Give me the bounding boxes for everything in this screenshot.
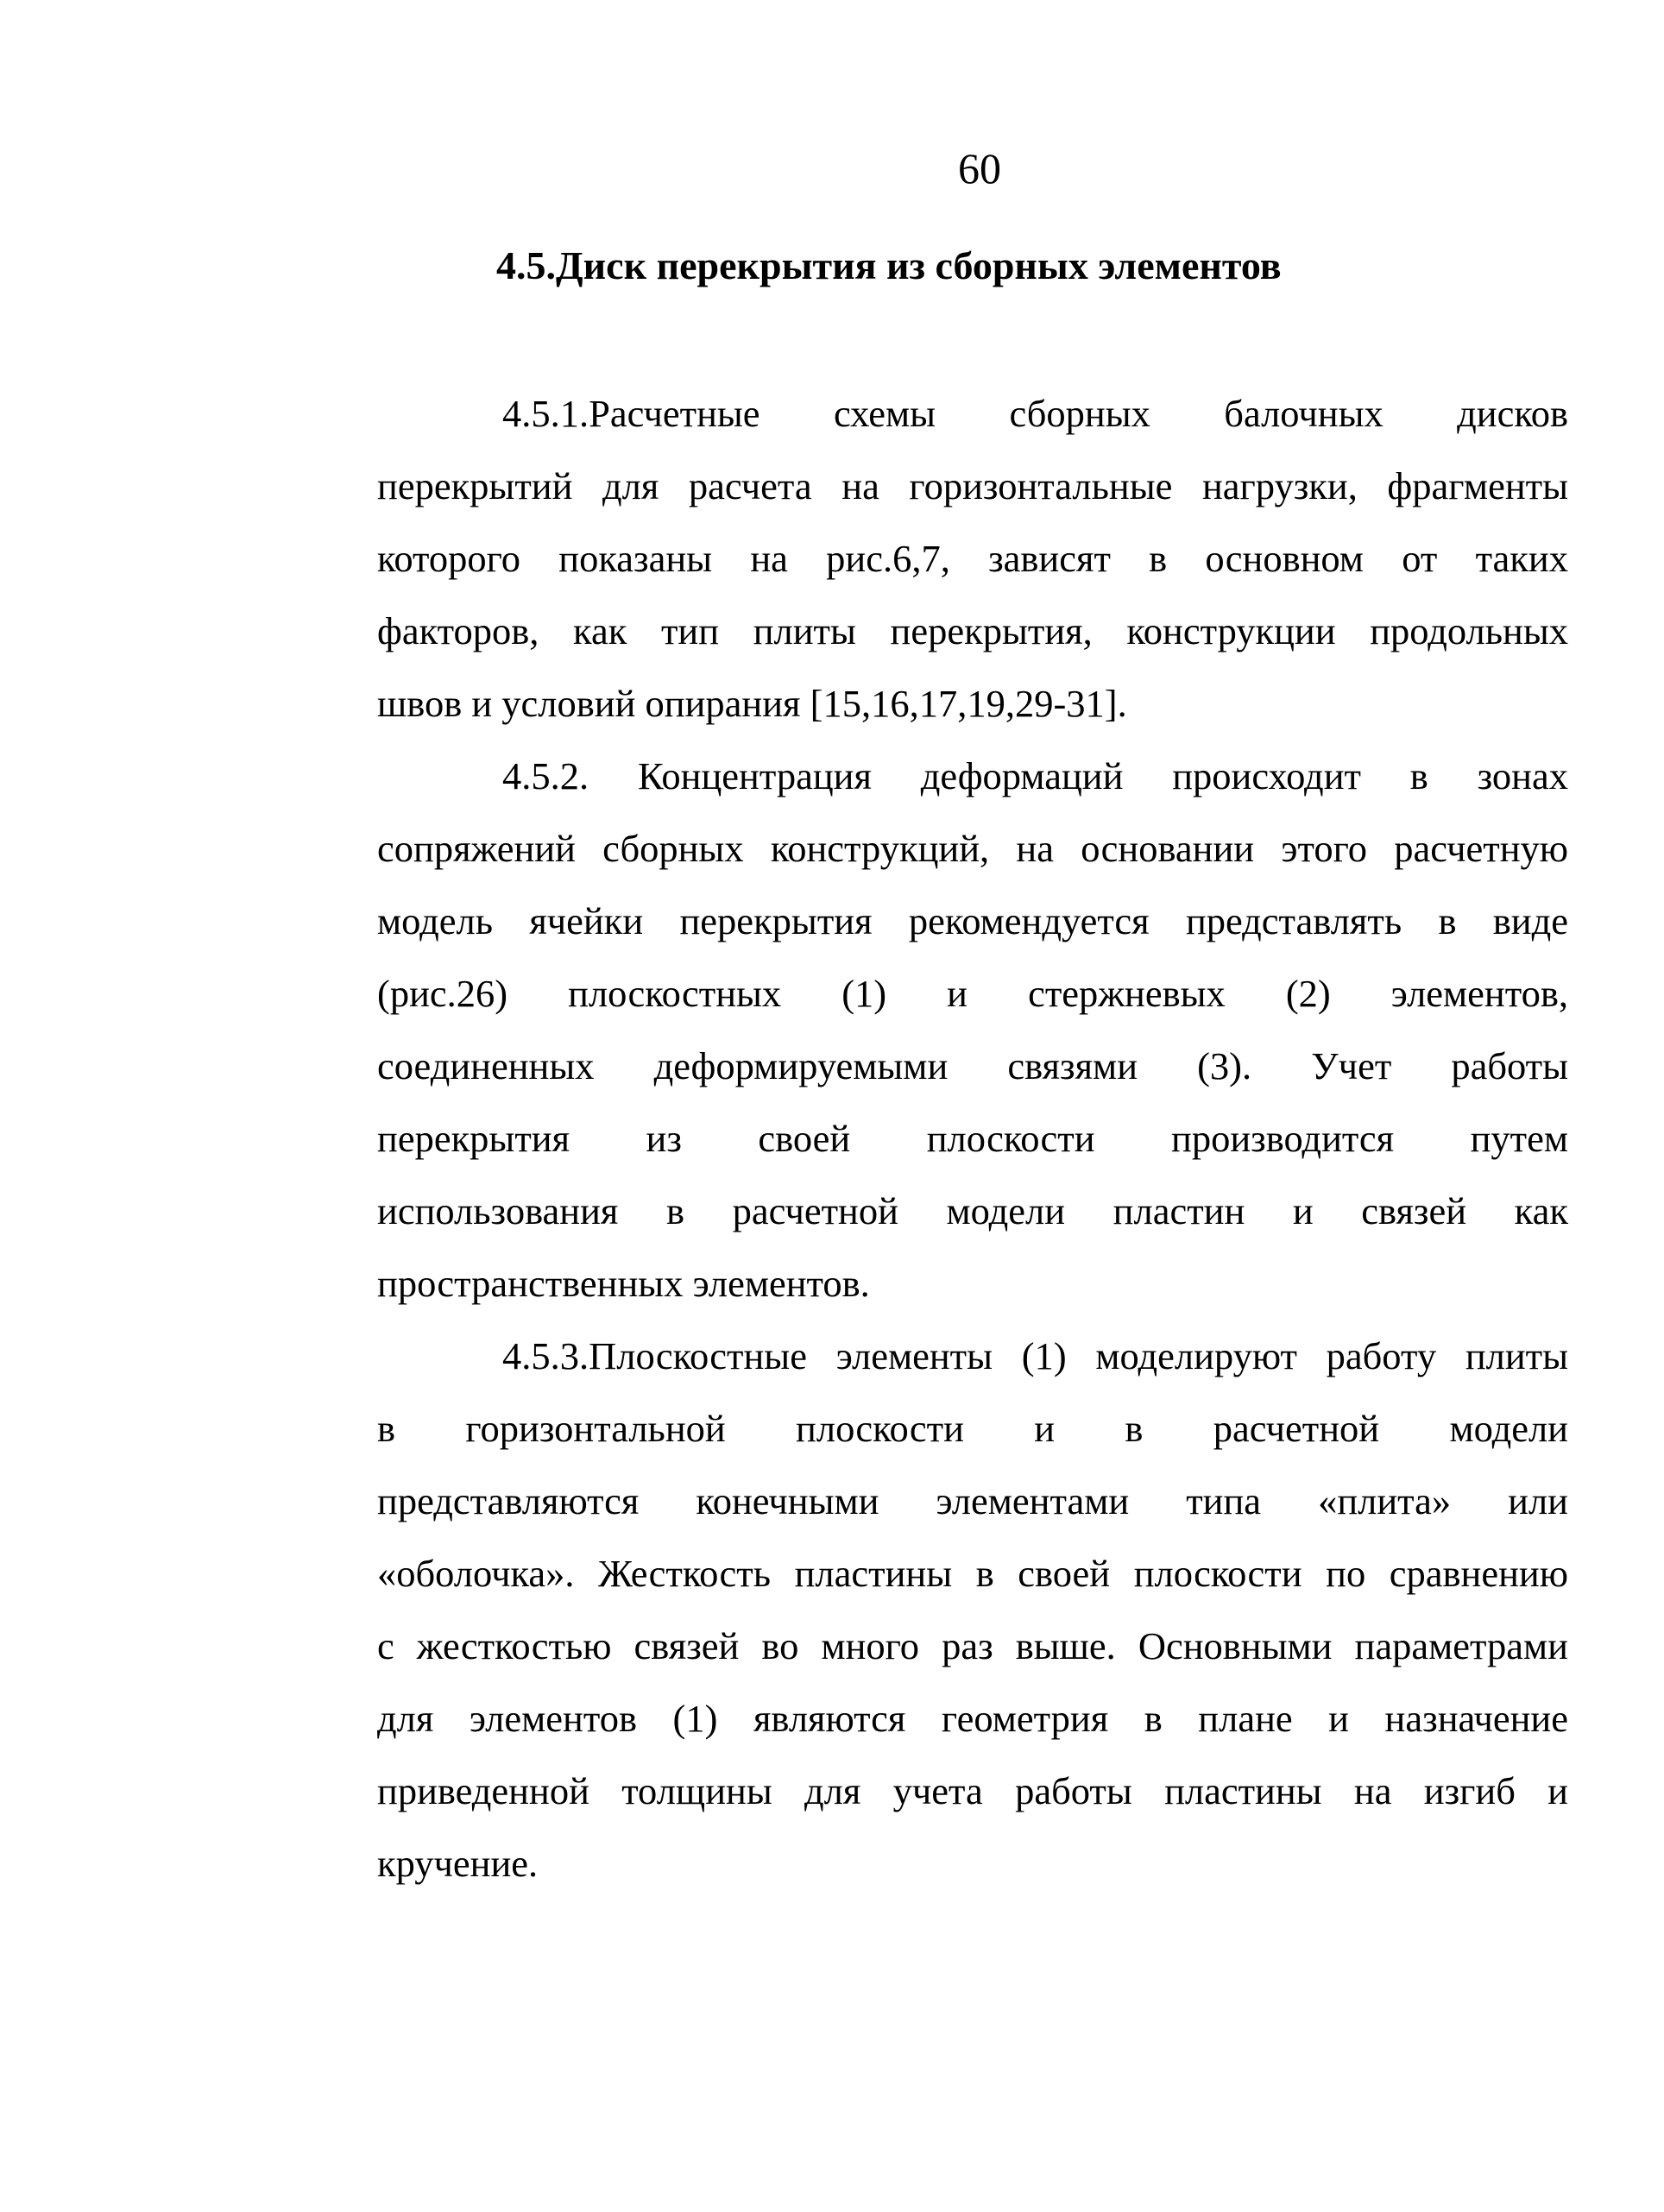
paragraph-line: перекрытия из своей плоскости производится путем — [377, 1117, 1568, 1160]
paragraph-line: (рис.26) плоскостных (1) и стержневых (2) элементов, — [377, 972, 1568, 1015]
paragraph-4-5-2 — [377, 740, 1568, 1320]
paragraph-line: факторов, как тип плиты перекрытия, конструкции продольных — [377, 609, 1568, 652]
paragraph-line: пространственных элементов. — [377, 1262, 870, 1305]
paragraph-line: использования в расчетной модели пластин и связей как — [377, 1189, 1568, 1232]
paragraph-line: которого показаны на рис.6,7, зависят в основном от таких — [377, 537, 1568, 580]
paragraph-line: с жесткостью связей во много раз выше. Основными параметрами — [377, 1624, 1568, 1667]
paragraph-line: 4.5.3.Плоскостные элементы (1) моделируют работу плиты — [502, 1334, 1568, 1377]
paragraph-line: для элементов (1) являются геометрия в плане и назначение — [377, 1697, 1568, 1740]
paragraph-line: перекрытий для расчета на горизонтальные нагрузки, фрагменты — [377, 464, 1568, 507]
paragraph-line: сопряжений сборных конструкций, на основании этого расчетную — [377, 827, 1568, 870]
paragraph-line: соединенных деформируемыми связями (3). Учет работы — [377, 1044, 1568, 1087]
paragraph-line: швов и условий опирания [15,16,17,19,29-31]. — [377, 682, 1127, 725]
paragraph-line: модель ячейки перекрытия рекомендуется представлять в виде — [377, 899, 1568, 942]
paragraph-line: 4.5.2. Концентрация деформаций происходит в зонах — [502, 754, 1568, 797]
page-number: 60 — [958, 144, 1001, 192]
paragraph-line: приведенной толщины для учета работы пластины на изгиб и — [377, 1769, 1568, 1812]
paragraph-4-5-1 — [377, 377, 1568, 740]
paragraph-line: представляются конечными элементами типа «плита» или — [377, 1479, 1568, 1522]
paragraph-4-5-3 — [377, 1320, 1568, 1900]
paragraph-line: кручение. — [377, 1842, 539, 1885]
paragraph-line: в горизонтальной плоскости и в расчетной модели — [377, 1407, 1568, 1450]
section-heading: 4.5.Диск перекрытия из сборных элементов — [496, 243, 1282, 287]
paragraph-line: 4.5.1.Расчетные схемы сборных балочных дисков — [502, 392, 1568, 435]
paragraph-line: «оболочка». Жесткость пластины в своей плоскости по сравнению — [377, 1552, 1568, 1595]
